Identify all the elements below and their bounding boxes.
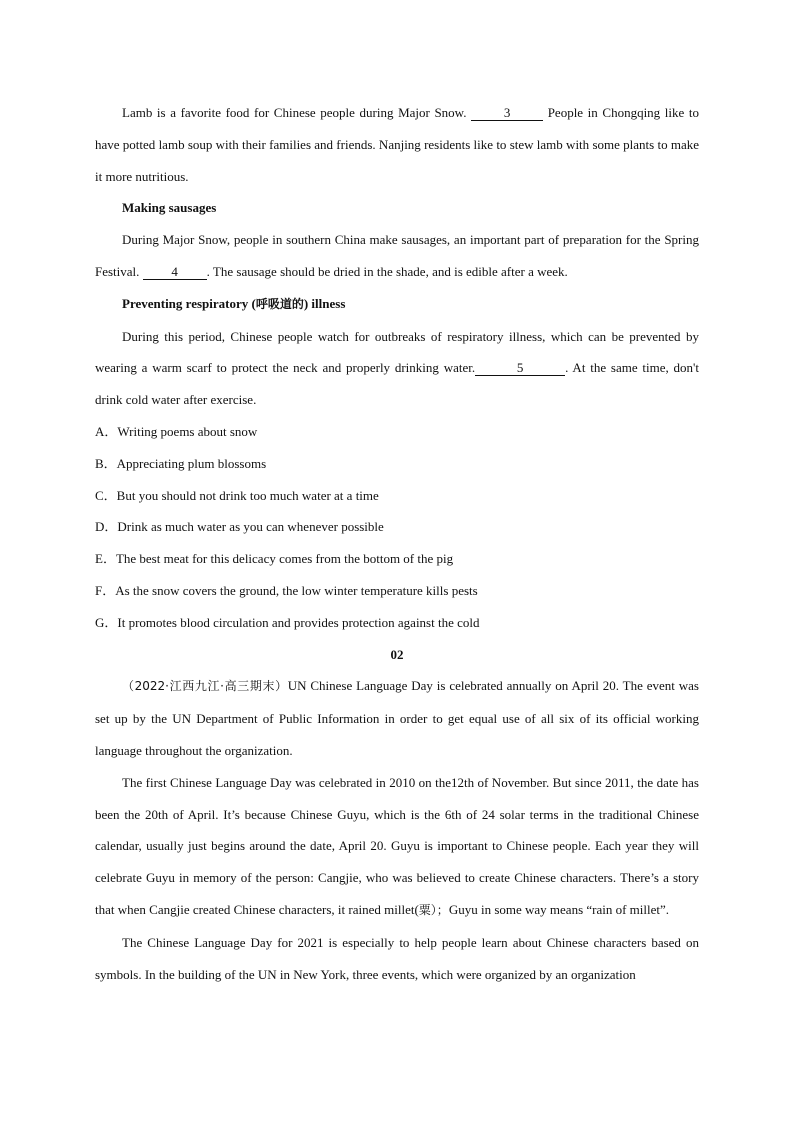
- paragraph-text: During Major Snow, people in southern China make sausages, an important part of preparation for the Spring Festival.: [95, 232, 699, 279]
- paragraph-sausages: [95, 224, 699, 288]
- option-e: E．The best meat for this delicacy comes from the bottom of the pig: [95, 551, 454, 567]
- paragraph-text: During this period, Chinese people watch for outbreaks of respiratory illness, which can be prevented by wearing a warm scarf to protect the neck and properly drinking water.: [95, 328, 699, 376]
- option-c: C．But you should not drink too much water at a time: [95, 487, 379, 503]
- blank-3: 3: [471, 106, 543, 121]
- paragraph-text: . At the same time, don't drink cold water after exercise.: [95, 360, 700, 408]
- paragraph-text: UN Chinese Language Day is celebrated annually on April 20. The event was set up by the UN Department of Public Information in order to get equal use of all six of its official working language throughout the organization.: [95, 678, 699, 758]
- heading-making-sausages: Making sausages: [122, 200, 217, 216]
- paragraph-guyu: [95, 767, 699, 927]
- heading-text: ) illness: [303, 295, 346, 311]
- paragraph-text: The first Chinese Language Day was celebrated in 2010 on the12th of November. But since 2011, the date has been the 20th of April. It’s because Chinese Guyu, which is the 6th of 24 solar terms in the traditional Chinese calendar, usually just begins around the date, April 20. Guyu is important to Chinese people. Each year they will celebrate Guyu in memory of the person: Cangjie, who was believed to create Chinese characters. There’s a story that when Cangjie created Chinese characters, it rained millet(: [95, 774, 699, 917]
- option-g: G．It promotes blood circulation and provides protection against the cold: [95, 614, 480, 630]
- option-b: B．Appreciating plum blossoms: [95, 455, 267, 471]
- paragraph-lamb: [95, 97, 699, 192]
- option-f: F．As the snow covers the ground, the low winter temperature kills pests: [95, 582, 478, 598]
- paragraph-2021-events: The Chinese Language Day for 2021 is especially to help people learn about Chinese characters based on symbols. In the building of the UN in New York, three events, which were organized by an organization: [95, 934, 699, 982]
- document-page: [95, 97, 699, 990]
- source-label: （2022·江西九江·高三期末）: [122, 679, 288, 694]
- heading-chinese-text: 呼吸道的: [255, 296, 304, 311]
- blank-4: 4: [143, 265, 207, 280]
- heading-respiratory-illness: [95, 288, 699, 321]
- paragraph-text: Guyu in some way means “rain of millet”.: [448, 901, 670, 917]
- paragraph-text: People in Chongqing like to have potted lamb soup with their families and friends. Nanjing residents like to stew lamb with some plants to make it more nutritious.: [95, 105, 699, 184]
- paragraph-respiratory: [95, 321, 699, 416]
- heading-text: Preventing respiratory (: [122, 295, 256, 311]
- paragraph-un-chinese-day: [95, 670, 699, 766]
- option-d: D．Drink as much water as you can whenever possible: [95, 519, 384, 535]
- option-a: A．Writing poems about snow: [95, 423, 258, 439]
- blank-5: 5: [475, 361, 565, 376]
- chinese-char: 粟: [418, 902, 431, 917]
- chinese-punctuation: ）；: [430, 902, 449, 917]
- paragraph-text: . The sausage should be dried in the shade, and is edible after a week.: [206, 263, 568, 279]
- section-number: 02: [390, 646, 404, 662]
- paragraph-text: Lamb is a favorite food for Chinese people during Major Snow.: [122, 105, 472, 120]
